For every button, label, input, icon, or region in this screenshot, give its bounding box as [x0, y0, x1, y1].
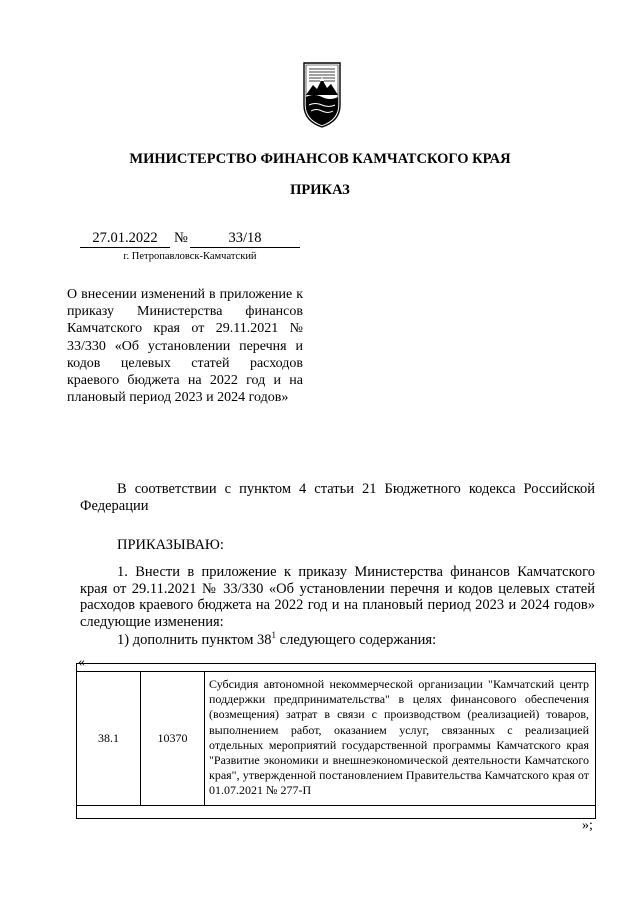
date-underline	[80, 247, 170, 248]
order-word: ПРИКАЗЫВАЮ:	[117, 537, 224, 553]
ministry-title: МИНИСТЕРСТВО ФИНАНСОВ КАМЧАТСКОГО КРАЯ	[129, 151, 511, 167]
amendment-table	[76, 671, 596, 806]
row-code-cell: 10370	[141, 672, 205, 806]
order-subject: О внесении изменений в приложение к приказу Министерства финансов Камчатского края от 29.11.2021 № 33/330 «Об установлении перечня и кодов целевых статей расходов краевого бюджета на 2022 год и на плановый период 2023 и 2024 годов»	[67, 287, 303, 406]
opening-quote: «	[78, 655, 85, 670]
number-underline	[190, 247, 300, 248]
subitem-1-prefix: 1) дополнить пунктом 38	[117, 632, 272, 648]
subitem-1-suffix: следующего содержания:	[276, 632, 437, 648]
kamchatka-coat-of-arms-icon	[301, 61, 343, 129]
legal-basis-paragraph: В соответствии с пунктом 4 статьи 21 Бюджетного кодекса Российской Федерации	[80, 481, 595, 514]
order-date: 27.01.2022	[92, 230, 158, 246]
order-number: 33/18	[228, 230, 262, 246]
issue-city: г. Петропавловск-Камчатский	[123, 251, 257, 262]
row-description-cell: Субсидия автономной некоммерческой организации "Камчатский центр поддержки предпринимательства" в целях финансового обеспечения (возмещения) затрат в связи с производством (реализацией) товаров, выполнением работ, оказанием услуг, связанных с реализацией отдельных мероприятий государственной программы Камчатского края "Развитие экономики и внешнеэкономической деятельности Камчатского края", утвержденной постановлением Правительства Камчатского края от 01.07.2021 № 277-П	[205, 672, 596, 806]
item-1-paragraph: 1. Внести в приложение к приказу Министерства финансов Камчатского края от 29.11.2021 № 33/330 «Об установлении перечня и кодов целевых статей расходов краевого бюджета на 2022 год и на плановый период 2023 и 2024 годов» следующие изменения:	[80, 564, 595, 630]
table-row	[77, 672, 596, 806]
subitem-1-superscript: 1	[271, 630, 277, 641]
closing-quote: »;	[582, 818, 593, 833]
row-number-cell: 38.1	[77, 672, 141, 806]
number-sign: №	[174, 230, 188, 246]
subitem-1-paragraph	[117, 632, 436, 649]
document-type: ПРИКАЗ	[290, 182, 350, 198]
